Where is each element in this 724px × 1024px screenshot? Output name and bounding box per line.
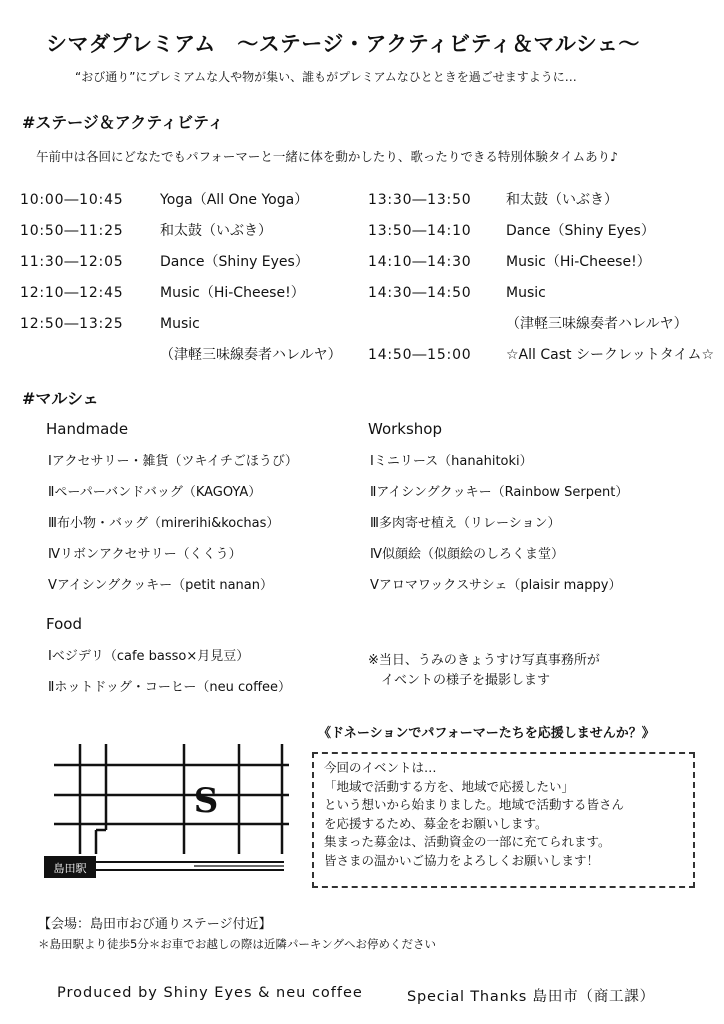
schedule-row xyxy=(20,185,342,216)
schedule-time: 14:30―14:50 xyxy=(368,285,472,301)
schedule-left-column xyxy=(20,185,342,371)
schedule-time: 13:50―14:10 xyxy=(368,223,472,239)
donation-line: 今回のイベントは… xyxy=(324,760,437,775)
donation-line: を応援するため、募金をお願いします。 xyxy=(324,815,548,831)
photo-note-line: ※当日、うみのきょうすけ写真事務所が xyxy=(368,653,600,668)
schedule-row xyxy=(368,278,714,309)
schedule-act: Dance（Shiny Eyes） xyxy=(160,254,309,270)
venue-map xyxy=(44,738,304,898)
schedule-time: 14:10―14:30 xyxy=(368,254,472,270)
schedule-act: （津軽三味線奏者ハレルヤ） xyxy=(160,347,342,363)
schedule-row xyxy=(20,309,342,340)
list-item: Ⅲ布小物・バッグ（mirerihi&kochas） xyxy=(48,516,280,531)
donation-line: 「地域で活動する方を、地域で応援したい」 xyxy=(324,778,575,794)
schedule-act: 和太鼓（いぶき） xyxy=(506,192,618,208)
stage-marker-icon: S xyxy=(193,781,219,821)
donation-line: 集まった募金は、活動資金の一部に充てられます。 xyxy=(324,834,611,849)
list-item: Ⅴアイシングクッキー（petit nanan） xyxy=(48,578,273,593)
donation-line: 皆さまの温かいご協力をよろしくお願いします！ xyxy=(324,852,600,868)
schedule-row xyxy=(20,340,342,371)
schedule-time: 10:00―10:45 xyxy=(20,192,124,208)
handmade-list xyxy=(48,446,298,601)
station-label: 島田駅 xyxy=(53,862,87,875)
handmade-heading: Handmade xyxy=(46,420,129,438)
schedule-row xyxy=(20,216,342,247)
list-item: Ⅲ多肉寄せ植え（リレーション） xyxy=(370,516,561,531)
schedule-act: Dance（Shiny Eyes） xyxy=(506,223,655,239)
schedule-time xyxy=(368,309,506,340)
schedule-right-column xyxy=(368,185,714,371)
schedule-act: Music xyxy=(506,285,546,301)
list-item: Ⅳリボンアクセサリー（くくう） xyxy=(48,547,242,562)
schedule-time: 13:30―13:50 xyxy=(368,192,472,208)
schedule-act: 和太鼓（いぶき） xyxy=(160,223,272,239)
schedule-row xyxy=(20,278,342,309)
page-title: シマダプレミアム 〜ステージ・アクティビティ＆マルシェ〜 xyxy=(46,32,640,56)
list-item: Ⅱアイシングクッキー（Rainbow Serpent） xyxy=(370,485,629,500)
list-item: Ⅰミニリース（hanahitoki） xyxy=(370,454,533,469)
list-item: Ⅴアロマワックスサシェ（plaisir mappy） xyxy=(370,578,622,593)
schedule-row xyxy=(368,309,714,340)
stage-section-heading: #ステージ＆アクティビティ xyxy=(22,113,224,132)
page-subtitle: “おび通り”にプレミアムな人や物が集い、誰もがプレミアムなひとときを過ごせますように… xyxy=(75,70,577,84)
schedule-act: ☆All Cast シークレットタイム☆ xyxy=(506,347,715,363)
schedule-act: Music xyxy=(160,316,200,332)
schedule-time: 11:30―12:05 xyxy=(20,254,124,270)
schedule-row xyxy=(368,247,714,278)
schedule-act: Music（Hi-Cheese!） xyxy=(160,285,305,301)
marche-section-heading: #マルシェ xyxy=(22,389,99,408)
access-note: ＊島田駅より徒歩5分＊お車でお越しの際は近隣パーキングへお停めください xyxy=(38,937,436,951)
list-item: Ⅳ似顔絵（似顔絵のしろくま堂） xyxy=(370,547,564,562)
schedule-act: （津軽三味線奏者ハレルヤ） xyxy=(506,316,688,332)
donation-line: という想いから始まりました。地域で活動する皆さん xyxy=(324,797,625,812)
donation-box xyxy=(312,752,695,888)
photo-note-line: イベントの様子を撮影します xyxy=(368,673,551,688)
workshop-heading: Workshop xyxy=(368,420,443,438)
schedule-row xyxy=(368,216,714,247)
schedule-time: 14:50―15:00 xyxy=(368,347,472,363)
schedule-act: Music（Hi-Cheese!） xyxy=(506,254,651,270)
venue-label: 【会場：島田市おび通りステージ付近】 xyxy=(38,917,272,932)
schedule-time: 12:50―13:25 xyxy=(20,316,124,332)
photo-note xyxy=(368,651,600,691)
schedule-time: 12:10―12:45 xyxy=(20,285,124,301)
list-item: Ⅱペーパーバンドバッグ（KAGOYA） xyxy=(48,485,262,500)
footer-produced: Produced by Shiny Eyes & neu coffee xyxy=(57,985,363,1001)
workshop-list xyxy=(370,446,628,601)
donation-heading: 《ドネーションでパフォーマーたちを応援しませんか？》 xyxy=(318,726,655,741)
schedule-time xyxy=(20,340,160,371)
schedule-act: Yoga（All One Yoga） xyxy=(160,192,309,208)
stage-note: 午前中は各回にどなたでもパフォーマーと一緒に体を動かしたり、歌ったりできる特別体験タイムあり♪ xyxy=(36,149,619,164)
schedule-row xyxy=(368,340,714,371)
list-item: Ⅰアクセサリー・雑貨（ツキイチごほうび） xyxy=(48,454,298,469)
schedule-time: 10:50―11:25 xyxy=(20,223,124,239)
food-heading: Food xyxy=(46,615,82,633)
footer-thanks: Special Thanks 島田市（商工課） xyxy=(407,989,655,1005)
list-item: Ⅰベジデリ（cafe basso×月見豆） xyxy=(48,649,250,664)
list-item: Ⅱホットドッグ・コーヒー（neu coffee） xyxy=(48,680,292,695)
schedule-row xyxy=(368,185,714,216)
food-list xyxy=(48,641,291,703)
schedule-row xyxy=(20,247,342,278)
